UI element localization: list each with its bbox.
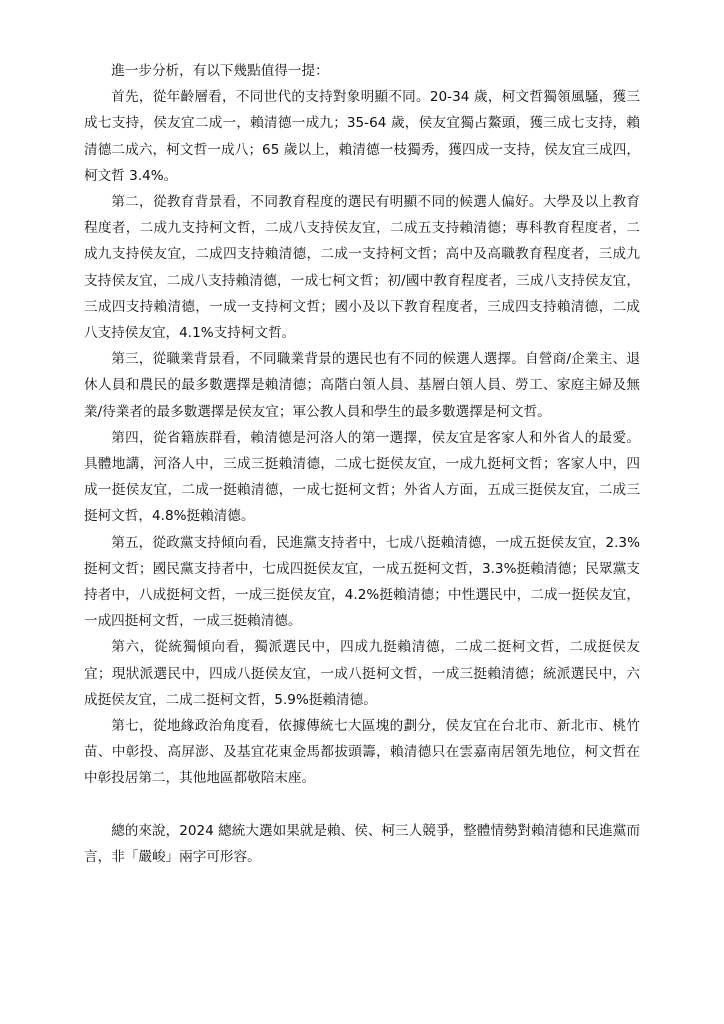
occupation-analysis-paragraph: 第三，從職業背景看，不同職業背景的選民也有不同的候選人選擇。自營商/企業主、退休人員和農民的最多數選擇是賴清德；高階白領人員、基層白領人員、勞工、家庭主婦及無業/待業者的最多數選擇是侯友宜；軍公教人員和學生的最多數選擇是柯文哲。 <box>84 351 640 420</box>
unification-independence-paragraph: 第六，從統獨傾向看，獨派選民中，四成九挺賴清德，二成二挺柯文哲，二成挺侯友宜；現狀派選民中，四成八挺侯友宜，一成八挺柯文哲，一成三挺賴清德；統派選民中，六成挺侯友宜，二成二挺柯文哲，5.9%挺賴清德。 <box>84 639 640 708</box>
intro-paragraph: 進一步分析，有以下幾點值得一提： <box>111 63 329 79</box>
document-page <box>84 58 640 870</box>
age-analysis-paragraph: 首先，從年齡層看，不同世代的支持對象明顯不同。20-34 歲，柯文哲獨領風騷，獲三成七支持，侯友宜二成一，賴清德一成九；35-64 歲，侯友宜獨占鰲頭，獲三成七支持，賴清德二成六，柯文哲一成八；65 歲以上，賴清德一枝獨秀，獲四成一支持，侯友宜三成四，柯文哲 3.4%。 <box>84 89 640 184</box>
geopolitics-paragraph: 第七，從地緣政治角度看，依據傳統七大區塊的劃分，侯友宜在台北市、新北市、桃竹苗、中彰投、高屏澎、及基宜花東金馬都拔頭籌，賴清德只在雲嘉南居領先地位，柯文哲在中彰投居第二，其他地區都敬陪末座。 <box>84 718 640 787</box>
paragraph-spacer <box>84 792 640 818</box>
ethnicity-analysis-paragraph: 第四，從省籍族群看，賴清德是河洛人的第一選擇，侯友宜是客家人和外省人的最愛。具體地講，河洛人中，三成三挺賴清德，二成七挺侯友宜，一成九挺柯文哲；客家人中，四成一挺侯友宜，二成一挺賴清德，一成七挺柯文哲；外省人方面，五成三挺侯友宜，二成三挺柯文哲，4.8%挺賴清德。 <box>84 429 640 525</box>
party-analysis-paragraph: 第五，從政黨支持傾向看，民進黨支持者中，七成八挺賴清德，一成五挺侯友宜，2.3%挺柯文哲；國民黨支持者中，七成四挺侯友宜，一成五挺柯文哲，3.3%挺賴清德；民眾黨支持者中，八成挺柯文哲，一成三挺侯友宜，4.2%挺賴清德；中性選民中，二成一挺侯友宜，一成四挺柯文哲，一成三挺賴清德。 <box>84 534 640 630</box>
conclusion-paragraph: 總的來說，2024 總統大選如果就是賴、侯、柯三人競爭，整體情勢對賴清德和民進黨而言，非「嚴峻」兩字可形容。 <box>84 822 640 865</box>
education-analysis-paragraph: 第二，從教育背景看，不同教育程度的選民有明顯不同的候選人偏好。大學及以上教育程度者，二成九支持柯文哲，二成八支持侯友宜，二成五支持賴清德；專科教育程度者，二成九支持侯友宜，二成四支持賴清德，二成一支持柯文哲；高中及高職教育程度者，三成九支持侯友宜，二成八支持賴清德，一成七柯文哲；初/國中教育程度者，三成八支持侯友宜，三成四支持賴清德，一成一支持柯文哲；國小及以下教育程度者，三成四支持賴清德，二成八支持侯友宜，4.1%支持柯文哲。 <box>84 194 640 342</box>
